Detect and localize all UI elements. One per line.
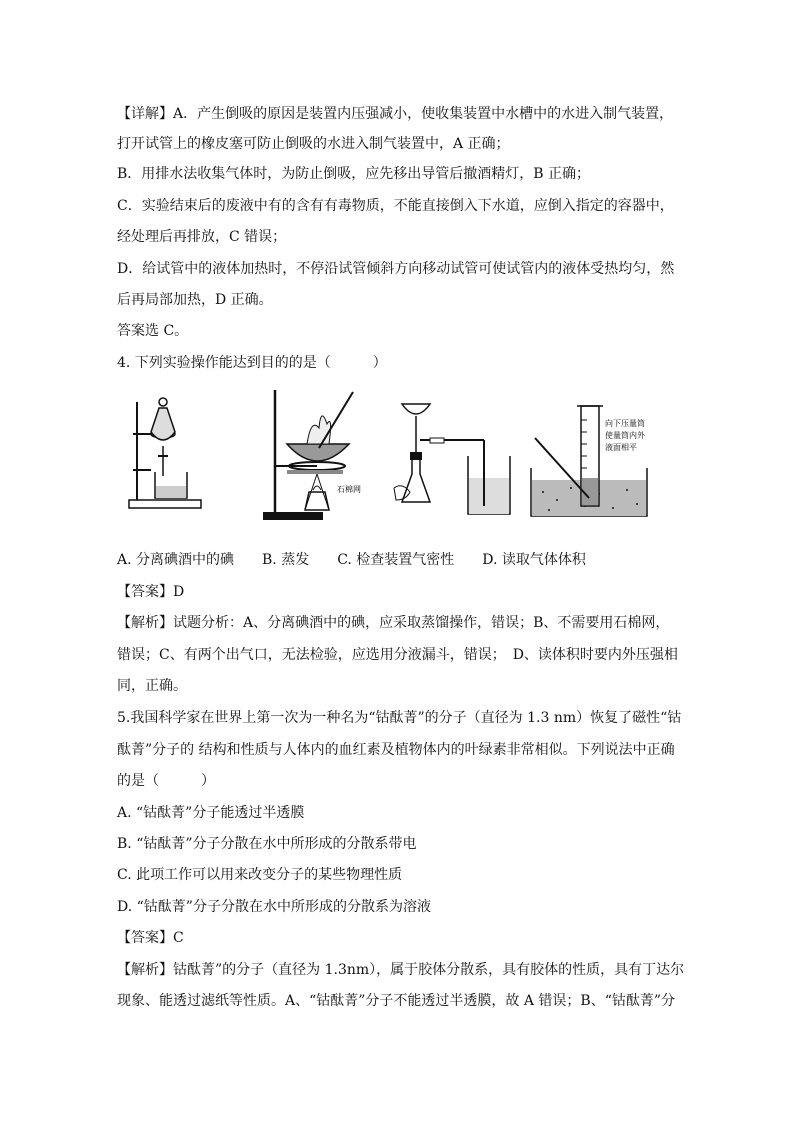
question-4-stem: 4. 下列实验操作能达到目的的是（ ）	[117, 355, 387, 371]
cylinder-label-line-2: 使量筒内外	[605, 431, 645, 440]
asbestos-gauze-label: 石棉网	[337, 485, 361, 494]
figure-d-read-gas-volume	[527, 388, 677, 523]
figure-b-evaporation	[257, 388, 397, 523]
question-5-stem: 5.我国科学家在世界上第一次为一种名为“钴酞菁”的分子（直径为 1.3 nm）恢复了磁性“钴	[117, 710, 682, 726]
text-line: 酞菁”分子的 结构和性质与人体内的血红素及植物体内的叶绿素非常相似。下列说法中正确	[117, 742, 675, 758]
text-line: 【详解】A．产生倒吸的原因是装置内压强减小，使收集装置中水槽中的水进入制气装置，	[117, 106, 674, 122]
text-line: 的是（ ）	[117, 773, 215, 789]
text-line: 同，正确。	[117, 678, 187, 694]
cylinder-label-line-3: 液面相平	[605, 443, 637, 452]
option-b: B. “钴酞菁”分子分散在水中所形成的分散系带电	[117, 836, 417, 852]
text-line: 现象、能透过滤纸等性质。A、“钴酞菁”分子不能透过半透膜，故 A 错误；B、“钴酞菁”分	[117, 993, 676, 1009]
answer-label: 【答案】C	[117, 930, 184, 946]
question-4-options: A. 分离碘酒中的碘 B. 蒸发 C. 检查装置气密性 D. 读取气体体积	[117, 552, 586, 568]
text-line: C．实验结束后的废液中有的含有有毒物质，不能直接倒入下水道，应倒入指定的容器中，	[117, 198, 674, 214]
text-line: B．用排水法收集气体时，为防止倒吸，应先移出导管后撤酒精灯，B 正确；	[117, 166, 591, 182]
option-c: C. 此项工作可以用来改变分子的某些物理性质	[117, 867, 403, 883]
text-line: 后再局部加热，D 正确。	[117, 292, 273, 308]
text-line: 【解析】钴酞菁”的分子（直径为 1.3nm），属于胶体分散系，具有胶体的性质，具有丁达尔	[117, 962, 685, 978]
cylinder-label-line-1: 向下压量筒	[605, 419, 645, 428]
option-a: A. “钴酞菁”分子能透过半透膜	[117, 805, 305, 821]
figure-a-separatory-funnel	[125, 388, 205, 518]
text-line: 错误；C、有两个出气口，无法检验，应选用分液漏斗，错误； D、读体积时要内外压强相	[117, 647, 678, 663]
apparatus-figures	[117, 388, 677, 528]
text-line: D．给试管中的液体加热时，不停沿试管倾斜方向移动试管可使试管内的液体受热均匀，然	[117, 261, 675, 277]
text-line: 打开试管上的橡皮塞可防止倒吸的水进入制气装置中，A 正确；	[117, 136, 510, 152]
option-d: D. “钴酞菁”分子分散在水中所形成的分散系为溶液	[117, 899, 431, 915]
answer-label: 【答案】D	[117, 584, 185, 600]
text-line: 经处理后再排放，C 错误；	[117, 229, 287, 245]
figure-c-airtightness-check	[392, 388, 532, 523]
text-line: 答案选 C。	[117, 323, 189, 339]
text-line: 【解析】试题分析：A、分离碘酒中的碘，应采取蒸馏操作，错误；B、不需要用石棉网，	[117, 615, 670, 631]
